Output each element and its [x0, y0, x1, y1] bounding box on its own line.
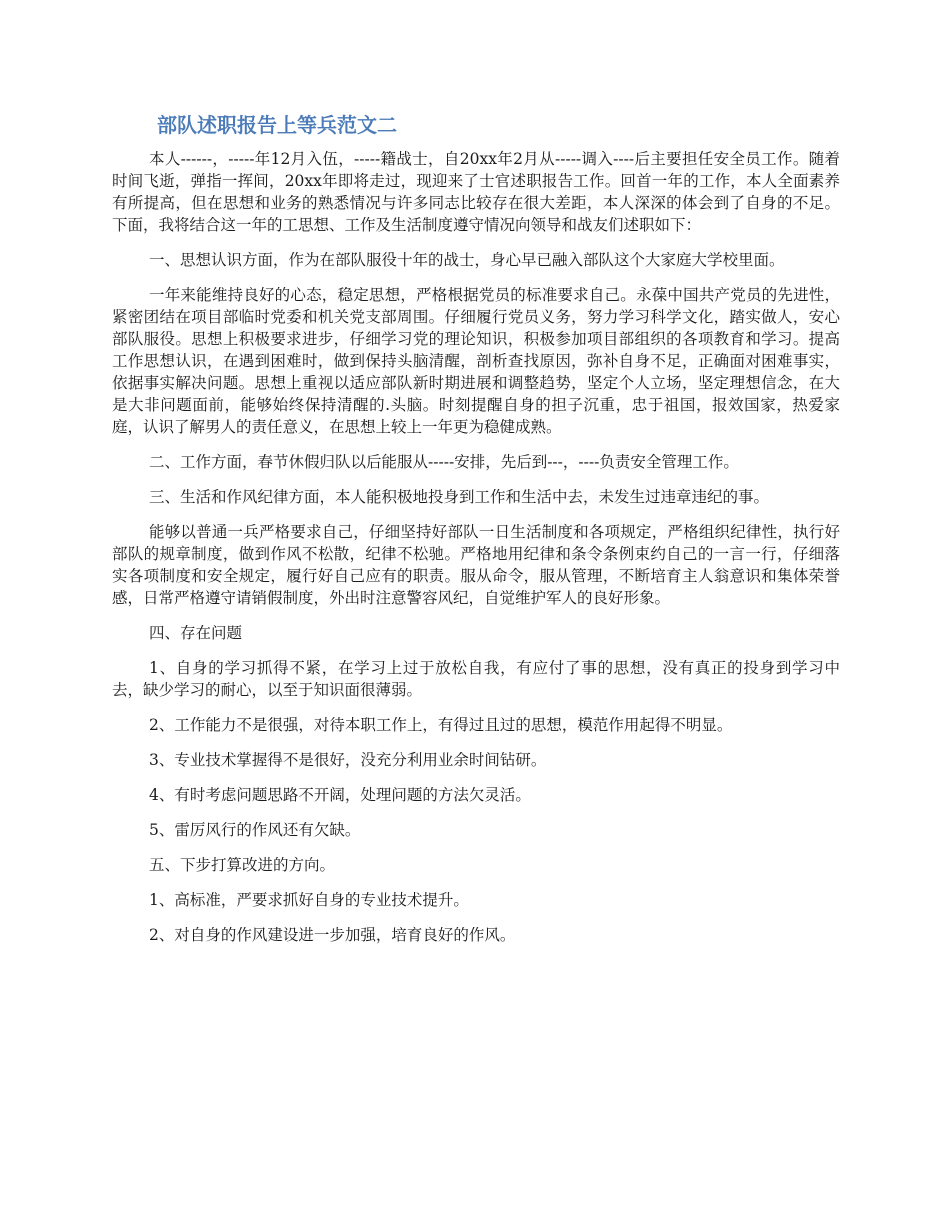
document-body: [112, 148, 840, 959]
paragraph-section-5-heading: 五、下步打算改进的方向。: [149, 856, 336, 874]
paragraph-plan-2: 2、对自身的作风建设进一步加强，培育良好的作风。: [149, 926, 516, 944]
paragraph-plan-1: 1、高标准，严要求抓好自身的专业技术提升。: [149, 891, 469, 909]
paragraph-problem-2: 2、工作能力不是很强，对待本职工作上，有得过且过的思想，模范作用起得不明显。: [149, 716, 733, 734]
paragraph-problem-3: 3、专业技术掌握得不是很好，没充分利用业余时间钻研。: [149, 751, 547, 769]
paragraph-section-1-heading: 一、思想认识方面，作为在部队服役十年的战士，身心早已融入部队这个大家庭大学校里面。: [149, 251, 785, 269]
paragraph-section-1-body: 一年来能维持良好的心态，稳定思想，严格根据党员的标准要求自己。永葆中国共产党员的先进性，紧密团结在项目部临时党委和机关党支部周围。仔细履行党员义务，努力学习科学文化，踏实做人，安心部队服役。思想上积极要求进步，仔细学习党的理论知识，积极参加项目部组织的各项教育和学习。提高工作思想认识，在遇到困难时，做到保持头脑清醒，剖析查找原因，弥补自身不足，正确面对困难事实，依据事实解决问题。思想上重视以适应部队新时期进展和调整趋势，坚定个人立场，坚定理想信念，在大是大非问题面前，能够始终保持清醒的.头脑。时刻提醒自身的担子沉重，忠于祖国，报效国家，热爱家庭，认识了解男人的责任意义，在思想上较上一年更为稳健成熟。: [112, 286, 840, 436]
paragraph-intro: 本人------，-----年12月入伍，-----籍战士，自20xx年2月从-----调入----后主要担任安全员工作。随着时间飞逝，弹指一挥间，20xx年即将走过，现迎来了士官述职报告工作。回首一年的工作，本人全面素养有所提高，但在思想和业务的熟悉情况与许多同志比较存在很大差距，本人深深的体会到了自身的不足。下面，我将结合这一年的工思想、工作及生活制度遵守情况向领导和战友们述职如下：: [112, 150, 840, 234]
paragraph-section-4-heading: 四、存在问题: [149, 624, 243, 642]
paragraph-problem-5: 5、雷厉风行的作风还有欠缺。: [149, 821, 361, 839]
paragraph-section-2: 二、工作方面，春节休假归队以后能服从-----安排，先后到---，----负责安全管理工作。: [149, 453, 739, 471]
paragraph-problem-4: 4、有时考虑问题思路不开阔，处理问题的方法欠灵活。: [149, 786, 531, 804]
paragraph-problem-1: 1、自身的学习抓得不紧，在学习上过于放松自我，有应付了事的思想，没有真正的投身到学习中去，缺少学习的耐心，以至于知识面很薄弱。: [112, 659, 840, 699]
paragraph-section-3-heading: 三、生活和作风纪律方面，本人能积极地投身到工作和生活中去，未发生过违章违纪的事。: [149, 488, 770, 506]
document-title: 部队述职报告上等兵范文二: [157, 113, 397, 137]
paragraph-section-3-body: 能够以普通一兵严格要求自己，仔细坚持好部队一日生活制度和各项规定，严格组织纪律性，执行好部队的规章制度，做到作风不松散，纪律不松驰。严格地用纪律和条令条例束约自己的一言一行，仔细落实各项制度和安全规定，履行好自己应有的职责。服从命令，服从管理，不断培育主人翁意识和集体荣誉感，日常严格遵守请销假制度，外出时注意警容风纪，自觉维护军人的良好形象。: [112, 523, 840, 607]
